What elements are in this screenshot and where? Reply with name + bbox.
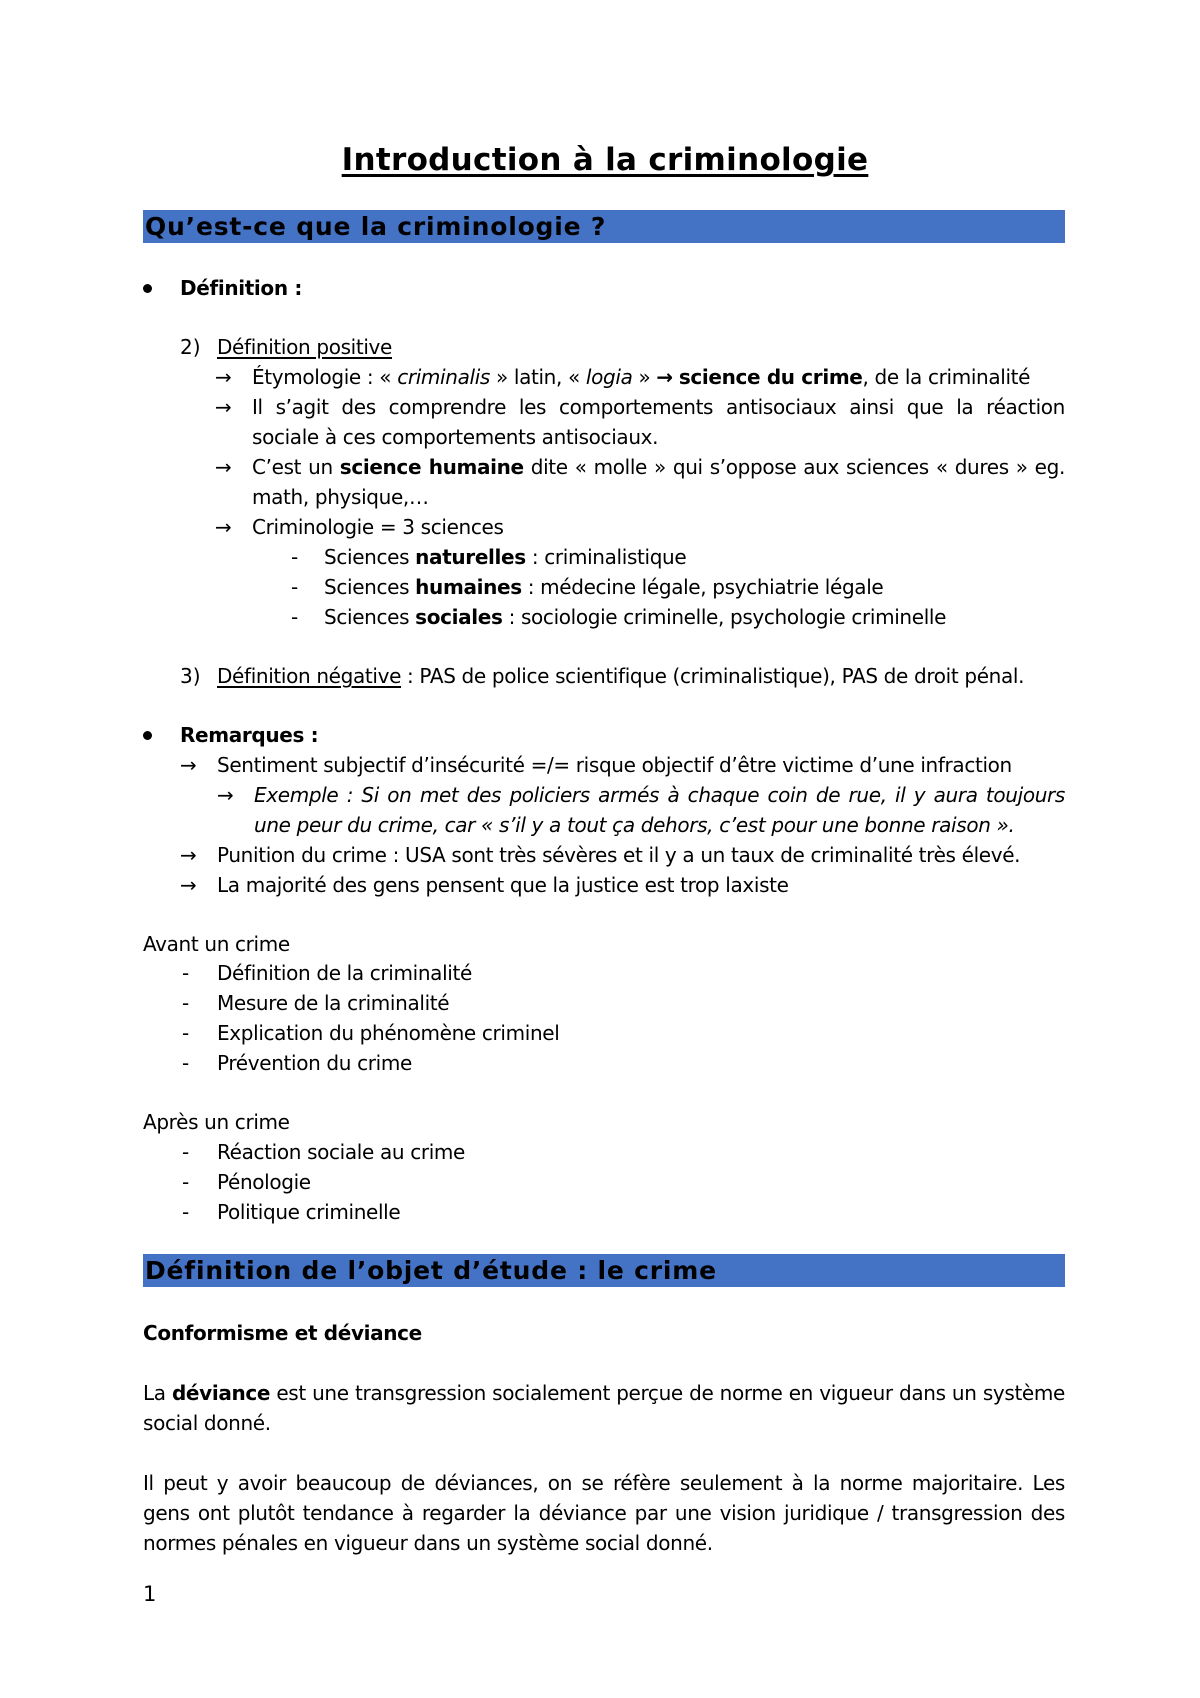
dash-bullet: -: [182, 1140, 190, 1164]
dash-bullet: -: [182, 1051, 190, 1075]
remark-item: Punition du crime : USA sont très sévères et il y a un taux de criminalité très élevé.: [217, 843, 1021, 867]
arrow-icon: →: [656, 365, 673, 389]
etymology-line: Étymologie : « criminalis » latin, « logia » → science du crime, de la criminalité: [252, 365, 1031, 389]
list-item: Politique criminelle: [217, 1200, 401, 1224]
page-number: 1: [143, 1582, 157, 1606]
before-crime-label: Avant un crime: [143, 932, 290, 956]
dash-bullet: -: [182, 961, 190, 985]
paragraph-line: math, physique,…: [252, 485, 429, 509]
list-item: Sciences sociales : sociologie criminelle, psychologie criminelle: [324, 605, 947, 629]
definition-label: Définition :: [180, 276, 302, 300]
list-item: Définition de la criminalité: [217, 961, 472, 985]
list-number: 2): [180, 335, 201, 359]
dash-bullet: -: [182, 991, 190, 1015]
list-item: Prévention du crime: [217, 1051, 412, 1075]
dash-bullet: -: [291, 545, 299, 569]
paragraph-line: Il s’agit des comprendre les comportements antisociaux ainsi que la réaction: [252, 395, 1065, 419]
dash-bullet: -: [182, 1200, 190, 1224]
list-item: Explication du phénomène criminel: [217, 1021, 560, 1045]
arrow-icon: →: [215, 365, 232, 389]
list-number: 3): [180, 664, 201, 688]
paragraph-line: gens ont plutôt tendance à regarder la déviance par une vision juridique / transgression des: [143, 1501, 1065, 1525]
list-item: Mesure de la criminalité: [217, 991, 450, 1015]
bullet-icon: [143, 731, 152, 740]
list-item: Sciences humaines : médecine légale, psychiatrie légale: [324, 575, 884, 599]
section-heading-crime: Définition de l’objet d’étude : le crime: [143, 1254, 1065, 1287]
example-line: Exemple : Si on met des policiers armés à chaque coin de rue, il y aura toujours: [254, 783, 1065, 807]
paragraph-line: La déviance est une transgression socialement perçue de norme en vigueur dans un système: [143, 1381, 1065, 1405]
list-item: Pénologie: [217, 1170, 311, 1194]
paragraph-line: social donné.: [143, 1411, 271, 1435]
example-line: une peur du crime, car « s’il y a tout ça dehors, c’est pour une bonne raison ».: [254, 813, 1015, 837]
list-item: Sciences naturelles : criminalistique: [324, 545, 687, 569]
arrow-icon: →: [215, 455, 232, 479]
remark-item: La majorité des gens pensent que la justice est trop laxiste: [217, 873, 789, 897]
after-crime-label: Après un crime: [143, 1110, 290, 1134]
paragraph-line: Il peut y avoir beaucoup de déviances, on se réfère seulement à la norme majoritaire. Les: [143, 1471, 1065, 1495]
arrow-icon: →: [215, 395, 232, 419]
document-title: Introduction à la criminologie: [341, 142, 869, 178]
paragraph-line: normes pénales en vigueur dans un système social donné.: [143, 1531, 713, 1555]
dash-bullet: -: [291, 605, 299, 629]
paragraph-line: C’est un science humaine dite « molle » qui s’oppose aux sciences « dures » eg.: [252, 455, 1065, 479]
bullet-icon: [143, 284, 152, 293]
remark-item: Sentiment subjectif d’insécurité =/= risque objectif d’être victime d’une infraction: [217, 753, 1012, 777]
dash-bullet: -: [182, 1170, 190, 1194]
paragraph-line: Criminologie = 3 sciences: [252, 515, 504, 539]
list-item: Réaction sociale au crime: [217, 1140, 466, 1164]
arrow-icon: →: [180, 753, 197, 777]
negative-definition-line: Définition négative : PAS de police scientifique (criminalistique), PAS de droit pénal.: [217, 664, 1025, 688]
paragraph-line: sociale à ces comportements antisociaux.: [252, 425, 659, 449]
arrow-icon: →: [215, 515, 232, 539]
dash-bullet: -: [182, 1021, 190, 1045]
arrow-icon: →: [217, 783, 234, 807]
section-heading-what-is-criminology: Qu’est-ce que la criminologie ?: [143, 210, 1065, 243]
positive-definition-label: Définition positive: [217, 335, 393, 359]
dash-bullet: -: [291, 575, 299, 599]
subheading: Conformisme et déviance: [143, 1321, 422, 1345]
arrow-icon: →: [180, 873, 197, 897]
arrow-icon: →: [180, 843, 197, 867]
remarks-label: Remarques :: [180, 723, 319, 747]
